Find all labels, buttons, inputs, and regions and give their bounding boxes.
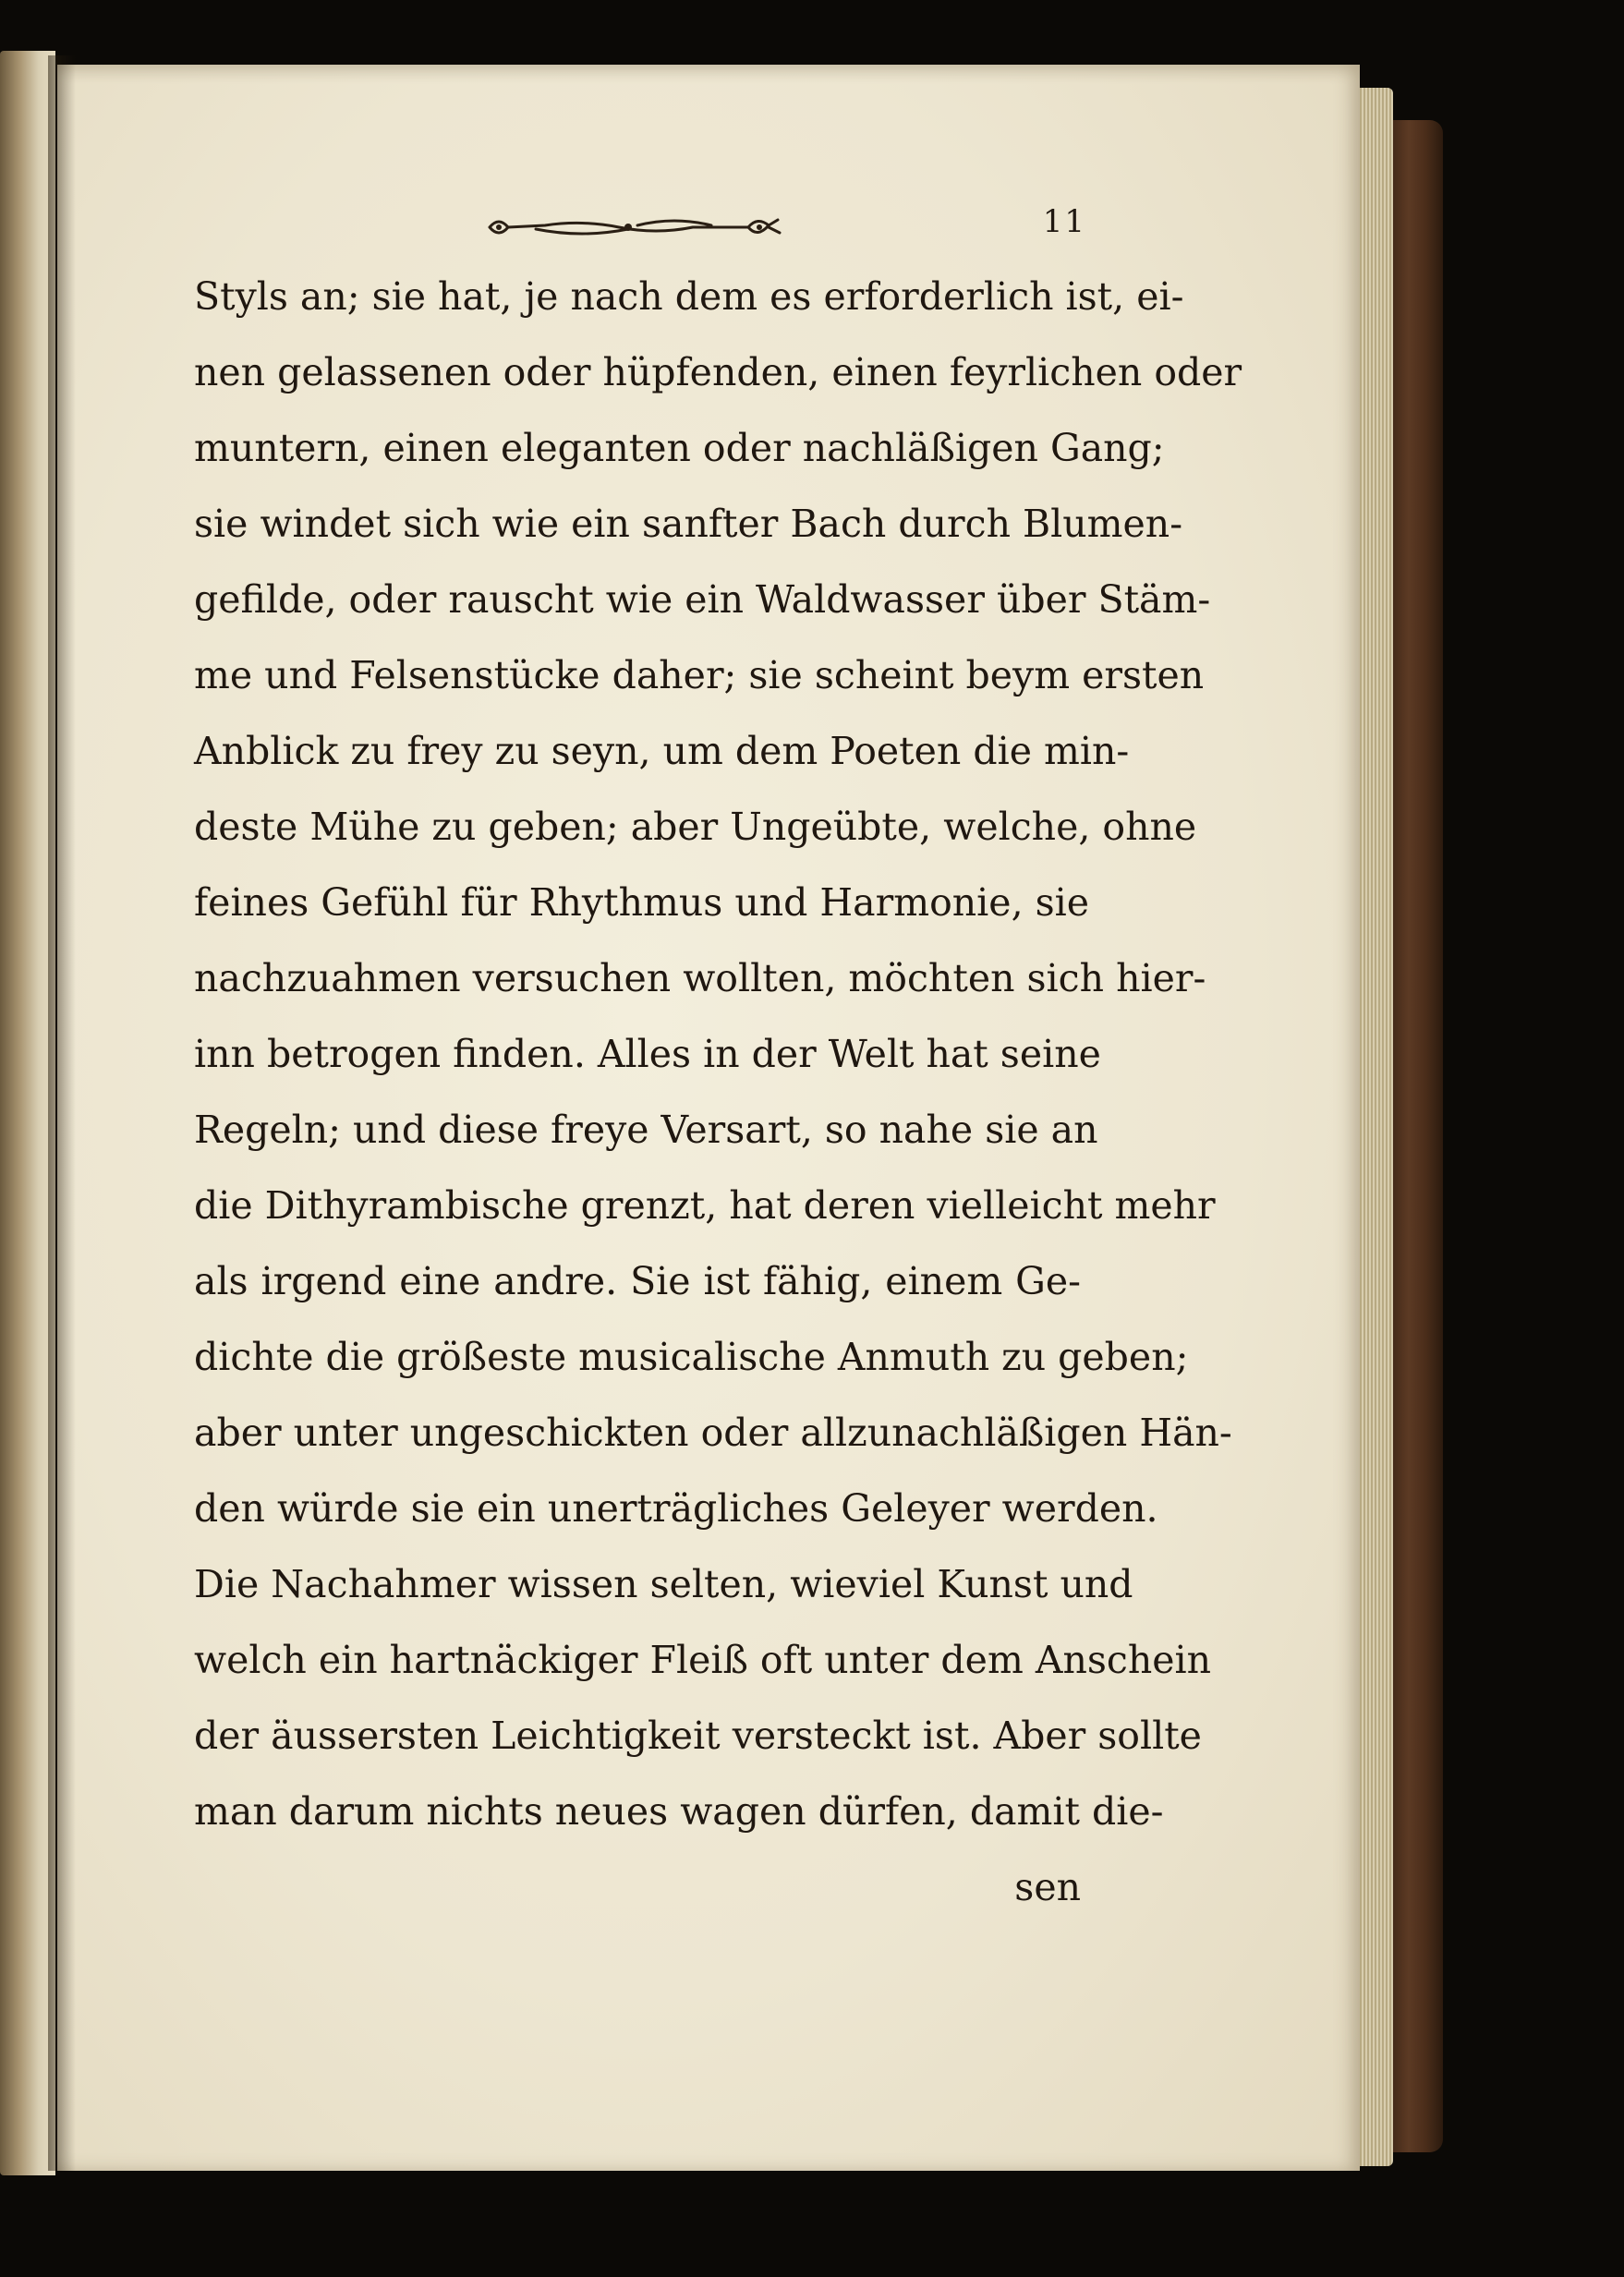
book-cover-edge	[1386, 120, 1443, 2152]
text-line: me und Felsenstücke daher; sie scheint beym ersten	[194, 653, 1205, 697]
text-line: gefilde, oder rauscht wie ein Waldwasser über Stäm-	[194, 577, 1211, 622]
page-number: 11	[1042, 203, 1086, 240]
text-line: dichte die größeste musicalische Anmuth zu geben;	[194, 1335, 1189, 1379]
text-line: aber unter ungeschickten oder allzunachläßigen Hän-	[194, 1411, 1232, 1455]
catchword: sen	[1014, 1865, 1081, 1909]
gutter-shadow	[48, 55, 76, 2171]
text-line: Styls an; sie hat, je nach dem es erforderlich ist, ei-	[194, 274, 1184, 319]
text-line: feines Gefühl für Rhythmus und Harmonie, sie	[194, 880, 1090, 925]
text-line: deste Mühe zu geben; aber Ungeübte, welche, ohne	[194, 805, 1197, 849]
text-line: den würde sie ein unerträgliches Geleyer werden.	[194, 1486, 1158, 1531]
text-line: Anblick zu frey zu seyn, um dem Poeten die min-	[194, 729, 1130, 773]
left-page-edge	[0, 51, 55, 2175]
text-line: Regeln; und diese freye Versart, so nahe sie an	[194, 1108, 1098, 1152]
running-header	[194, 194, 1086, 259]
text-line: der äussersten Leichtigkeit versteckt ist. Aber sollte	[194, 1714, 1202, 1758]
text-line: welch ein hartnäckiger Fleiß oft unter dem Anschein	[194, 1638, 1212, 1682]
text-line: muntern, einen eleganten oder nachläßigen Gang;	[194, 426, 1165, 470]
text-line: die Dithyrambische grenzt, hat deren vielleicht mehr	[194, 1183, 1216, 1228]
text-line: inn betrogen finden. Alles in der Welt hat seine	[194, 1032, 1101, 1076]
text-block	[194, 194, 1242, 1925]
text-line: Die Nachahmer wissen selten, wieviel Kunst und	[194, 1562, 1133, 1606]
text-line: nen gelassenen oder hüpfenden, einen feyrlichen oder	[194, 350, 1242, 394]
text-line: nachzuahmen versuchen wollten, möchten sich hier-	[194, 956, 1206, 1000]
head-ornament-icon	[480, 209, 785, 246]
text-line: als irgend eine andre. Sie ist fähig, einem Ge-	[194, 1259, 1081, 1303]
text-line: sie windet sich wie ein sanfter Bach durch Blumen-	[194, 502, 1183, 546]
text-line: man darum nichts neues wagen dürfen, damit die-	[194, 1789, 1164, 1834]
